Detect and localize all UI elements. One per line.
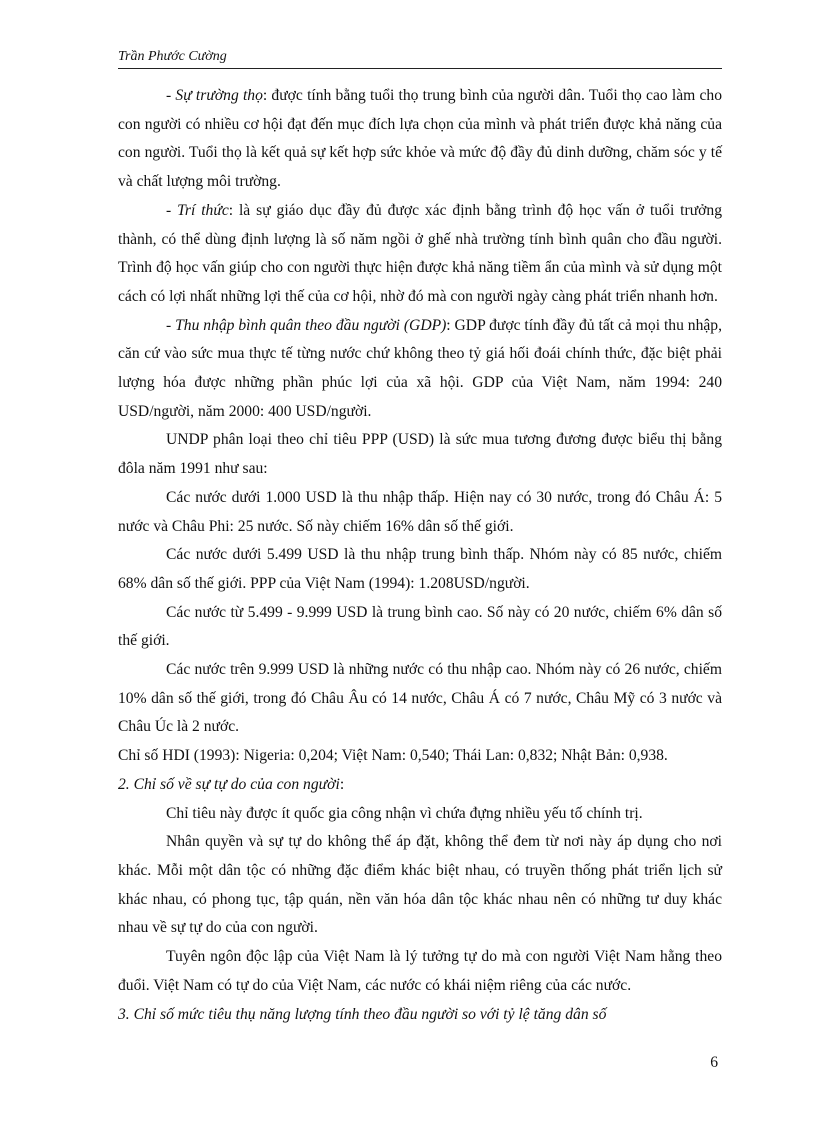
paragraph-undp: UNDP phân loại theo chỉ tiêu PPP (USD) là sức mua tương đương được biểu thị bằng đôla năm 1991 như sau: <box>118 431 722 478</box>
section-heading-freedom <box>118 771 722 800</box>
section-heading-energy: 3. Chỉ số mức tiêu thụ năng lượng tính theo đầu người so với tỷ lệ tăng dân số <box>118 1005 607 1023</box>
paragraph-knowledge <box>118 197 722 312</box>
paragraph-low-income: Các nước dưới 1.000 USD là thu nhập thấp. Hiện nay có 30 nước, trong đó Châu Á: 5 nước và Châu Phi: 25 nước. Số này chiếm 16% dân số thế giới. <box>118 488 722 535</box>
paragraph-text: : là sự giáo dục đầy đủ được xác định bằng trình độ học vấn ở tuổi trưởng thành, có thể dùng định lượng là số năm ngồi ở ghế nhà trường tính bình quân cho đầu người. Trình độ học vấn giúp cho con người thực hiện được khả năng tiềm ẩn của mình và sử dụng một cách có lợi nhất những lợi thế của cơ hội, nhờ đó mà con người ngày càng phát triển nhanh hơn. <box>118 201 722 305</box>
paragraph-income <box>118 312 722 427</box>
page-header <box>118 48 722 69</box>
paragraph-lower-middle: Các nước dưới 5.499 USD là thu nhập trung bình thấp. Nhóm này có 85 nước, chiếm 68% dân số thế giới. PPP của Việt Nam (1994): 1.208USD/người. <box>118 546 722 592</box>
paragraph-freedom-2: Nhân quyền và sự tự do không thể áp đặt, không thể đem từ nơi này áp dụng cho nơi khác. Mỗi một dân tộc có những đặc điểm khác biệt nhau, có truyền thống phát triển lịch sử khác nhau, có phong tục, tập quán, nền văn hóa dân tộc khác nhau nên có những tư duy khác nhau về sự tự do của con người. <box>118 833 722 937</box>
paragraph-upper-middle: Các nước từ 5.499 - 9.999 USD là trung bình cao. Số này có 20 nước, chiếm 6% dân số thế giới. <box>118 603 722 650</box>
paragraph-text: : được tính bằng tuổi thọ trung bình của người dân. Tuổi thọ cao làm cho con người có nhiều cơ hội đạt đến mục đích lựa chọn của mình và phát triển được khả năng của con người. Tuổi thọ là kết quả sự kết hợp sức khỏe và mức độ đầy đủ dinh dưỡng, chăm sóc y tế và chất lượng môi trường. <box>118 87 722 191</box>
paragraph-hdi: Chỉ số HDI (1993): Nigeria: 0,204; Việt Nam: 0,540; Thái Lan: 0,832; Nhật Bản: 0,938. <box>118 747 668 765</box>
document-body <box>118 82 722 1029</box>
paragraph-longevity <box>118 82 722 197</box>
paragraph-freedom-3: Tuyên ngôn độc lập của Việt Nam là lý tưởng tự do mà con người Việt Nam hằng theo đuổi. Việt Nam có tự do của Việt Nam, các nước có khái niệm riêng của các nước. <box>118 948 722 994</box>
page-number: 6 <box>710 1054 718 1071</box>
heading-text: 2. Chỉ số về sự tự do của con người <box>118 775 340 793</box>
header-author: Trần Phước Cường <box>118 49 227 64</box>
term-longevity: - Sự trường thọ <box>166 87 263 104</box>
paragraph-high-income: Các nước trên 9.999 USD là những nước có thu nhập cao. Nhóm này có 26 nước, chiếm 10% dân số thế giới, trong đó Châu Âu có 14 nước, Châu Á có 7 nước, Châu Mỹ có 3 nước và Châu Úc là 2 nước. <box>118 661 722 736</box>
heading-colon: : <box>339 775 345 793</box>
paragraph-freedom-1: Chỉ tiêu này được ít quốc gia công nhận vì chứa đựng nhiều yếu tố chính trị. <box>166 804 643 822</box>
paragraph-text: : GDP được tính đầy đủ tất cả mọi thu nhập, căn cứ vào sức mua thực tế từng nước chứ không theo tỷ giá hối đoái chính thức, đặc biệt phải lượng hóa được những phần phúc lợi của xã hội. GDP của Việt Nam, năm 1994: 240 USD/người, năm 2000: 400 USD/người. <box>118 316 722 420</box>
term-income: - Thu nhập bình quân theo đầu người (GDP) <box>166 316 447 334</box>
term-knowledge: - Trí thức <box>166 201 229 219</box>
